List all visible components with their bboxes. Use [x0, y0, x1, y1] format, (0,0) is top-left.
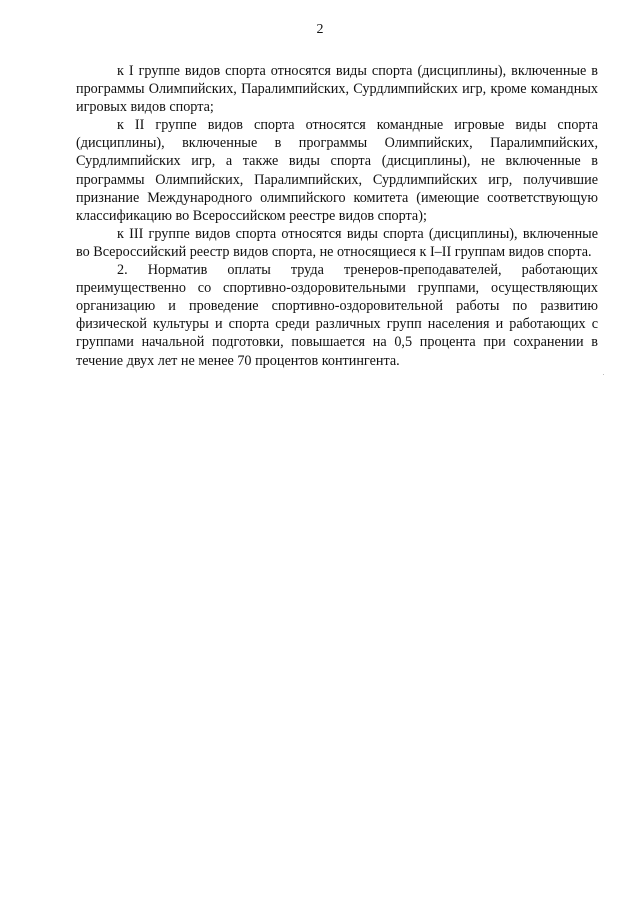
- paragraph-point-2: 2. Норматив оплаты труда тренеров-преподавателей, работающих преимущественно со спортивно-оздоровительными группами, осуществляющих организацию и проведение спортивно-оздоровительной работы по развитию физической культуры и спорта среди различных групп населения и работающих с группами начальной подготовки, повышается на 0,5 процента при сохранении в течение двух лет не менее 70 процентов контингента.: [76, 262, 598, 369]
- page-number: 2: [316, 22, 324, 37]
- paragraph-group-1: к I группе видов спорта относятся виды спорта (дисциплины), включенные в программы Олимпийских, Паралимпийских, Сурдлимпийских игр, кроме командных игровых видов спорта;: [76, 63, 598, 116]
- paragraph-group-2: к II группе видов спорта относятся командные игровые виды спорта (дисциплины), включенные в программы Олимпийских, Паралимпийских, Сурдлимпийских игр, а также виды спорта (дисциплины), не включенные в программы Олимпийских, Паралимпийских, Сурдлимпийских игр, получившие признание Международного олимпийского комитета (имеющие соответствующую классификацию во Всероссийском реестре видов спорта);: [76, 117, 598, 224]
- scan-speck: [603, 374, 604, 375]
- document-body: [76, 62, 598, 370]
- paragraph-group-3: к III группе видов спорта относятся виды спорта (дисциплины), включенные во Всероссийский реестр видов спорта, не относящиеся к I–II группам видов спорта.: [76, 225, 598, 260]
